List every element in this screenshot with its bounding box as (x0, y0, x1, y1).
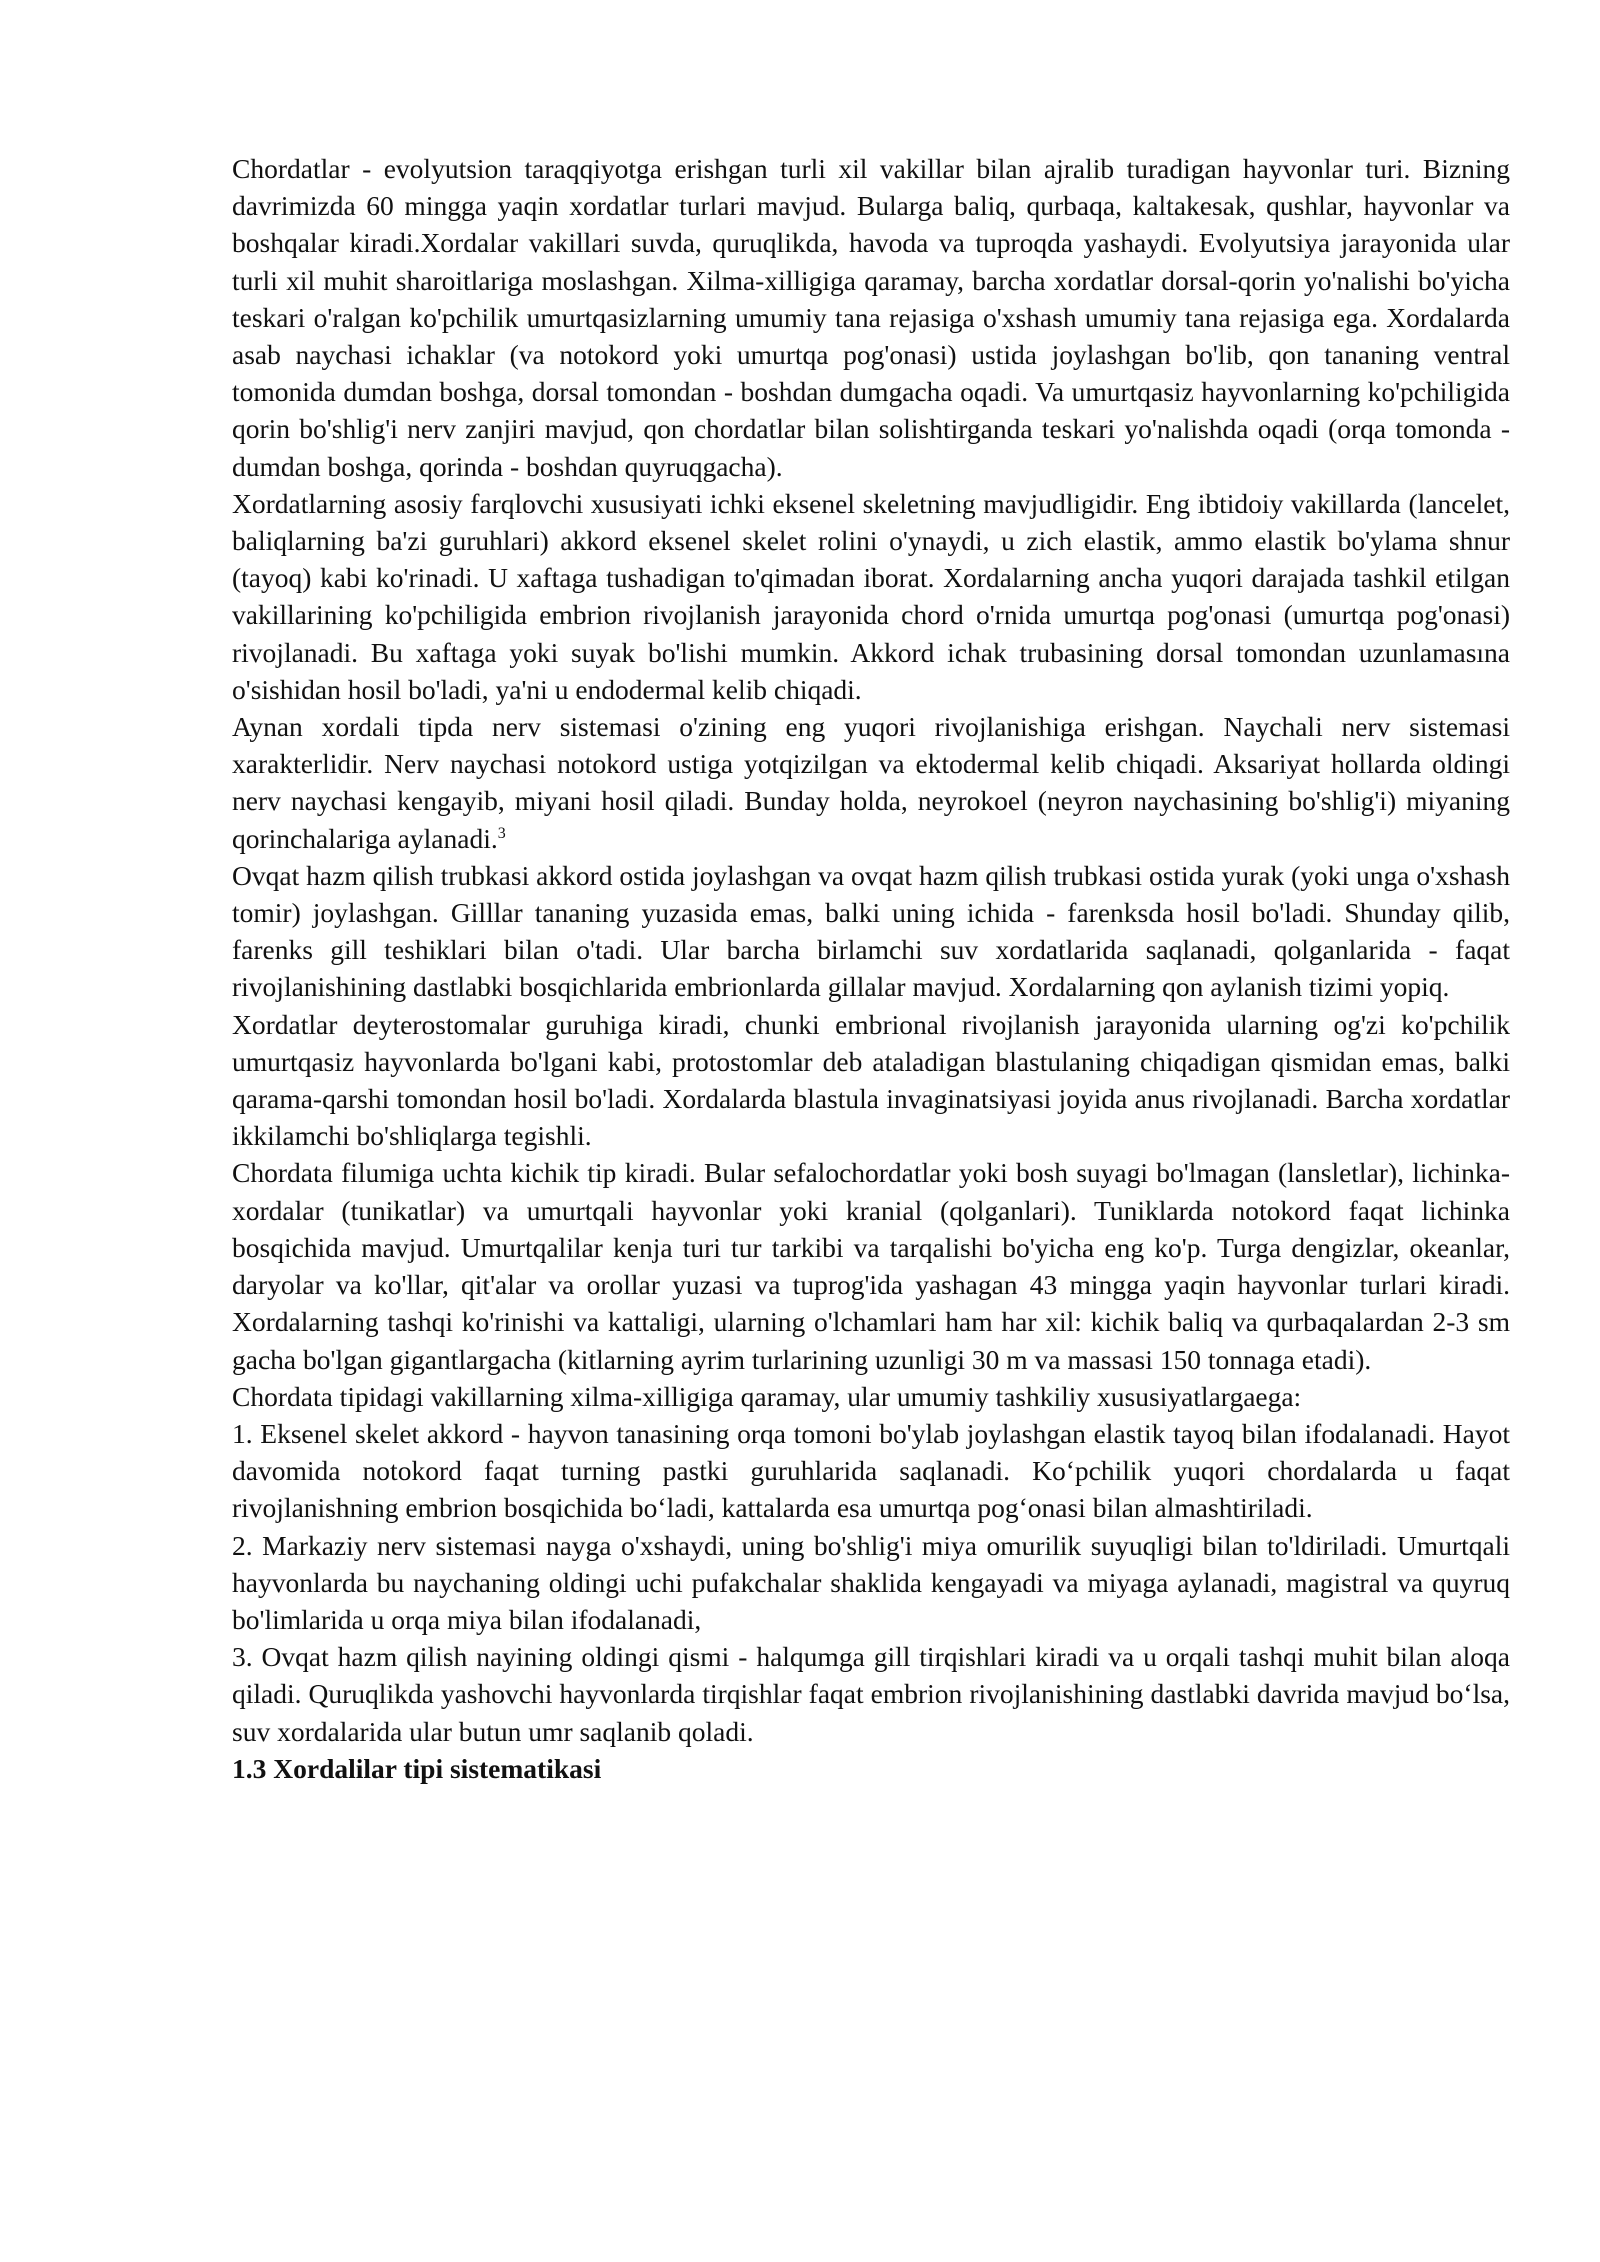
paragraph-nervous-system-text: Aynan xordali tipda nerv sistemasi o'zining eng yuqori rivojlanishiga erishgan. Naychali nerv sistemasi xarakterlidir. Nerv naychasi notokord ustiga yotqizilgan va ektodermal kelib chiqadi. Aksariyat hollarda oldingi nerv naychasi kengayib, miyani hosil qiladi. Bunday holda, neyrokoel (neyron naychasining bo'shlig'i) miyaning qorinchalariga aylanadi. (232, 711, 1510, 854)
list-item-3: 3. Ovqat hazm qilish nayining oldingi qismi - halqumga gill tirqishlari kiradi va u orqali tashqi muhit bilan aloqa qiladi. Quruqlikda yashovchi hayvonlarda tirqishlar faqat embrion rivojlanishining dastlabki davrida mavjud bo‘lsa, suv xordalarida ular butun umr saqlanib qoladi. (232, 1641, 1510, 1747)
footnote-mark[interactable]: 3 (497, 824, 506, 842)
list-item-1: 1. Eksenel skelet akkord - hayvon tanasining orqa tomoni bo'ylab joylashgan elastik tayoq bilan ifodalanadi. Hayot davomida notokord faqat turning pastki guruhlarida saqlanadi. Ko‘pchilik yuqori chordalarda u faqat rivojlanishning embrion bosqichida bo‘ladi, kattalarda esa umurtqa pog‘onasi bilan almashtiriladi. (232, 1417, 1510, 1524)
paragraph-axial-skeleton: Xordatlarning asosiy farqlovchi xususiyati ichki eksenel skeletning mavjudligidir. Eng ibtidoiy vakillarda (lancelet, baliqlarning ba'zi guruhlari) akkord eksenel skelet rolini o'ynaydi, u zich elastik, ammo elastik bo'ylama shnur (tayoq) kabi ko'rinadi. U xaftaga tushadigan to'qimadan iborat. Xordalarning ancha yuqori darajada tashkil etilgan vakillarining ko'pchiligida embrion rivojlanish jarayonida chord o'rnida umurtqa pog'onasi (umurtqa pog'onasi) rivojlanadi. Bu xaftaga yoki suyak bo'lishi mumkin. Akkord ichak trubasining dorsal tomondan uzunlamasına o'sishidan hosil bo'ladi, ya'ni u endodermal kelib chiqadi. (232, 487, 1510, 705)
paragraph-common-features: Chordata tipidagi vakillarning xilma-xilligiga qaramay, ular umumiy tashkiliy xususiyatlargaega: (232, 1380, 1302, 1412)
document-page (232, 150, 1510, 1787)
section-heading: 1.3 Xordalilar tipi sistematikasi (232, 1752, 602, 1784)
paragraph-nervous-system (232, 708, 1510, 857)
list-item-2: 2. Markaziy nerv sistemasi nayga o'xshaydi, uning bo'shlig'i miya omurilik suyuqligi bilan to'ldiriladi. Umurtqali hayvonlarda bu naychaning oldingi uchi pufakchalar shaklida kengayadi va miyaga aylanadi, magistral va quyruq bo'limlarida u orqa miya bilan ifodalanadi, (232, 1529, 1510, 1635)
paragraph-subphyla: Chordata filumiga uchta kichik tip kiradi. Bular sefalochordatlar yoki bosh suyagi bo'lmagan (lansletlar), lichinka-xordalar (tunikatlar) va umurtqali hayvonlar yoki kranial (qolganlari). Tuniklarda notokord faqat lichinka bosqichida mavjud. Umurtqalilar kenja turi tur tarkibi va tarqalishi bo'yicha eng ko'p. Turga dengizlar, okeanlar, daryolar va ko'llar, qit'alar va orollar yuzasi va tuprog'ida yashagan 43 mingga yaqin hayvonlar turlari kiradi. Xordalarning tashqi ko'rinishi va kattaligi, ularning o'lchamlari ham har xil: kichik baliq va qurbaqalardan 2-3 sm gacha bo'lgan gigantlargacha (kitlarning ayrim turlarining uzunligi 30 m va massasi 150 tonnaga etadi). (232, 1157, 1510, 1375)
paragraph-chordates-intro: Chordatlar - evolyutsion taraqqiyotga erishgan turli xil vakillar bilan ajralib turadigan hayvonlar turi. Bizning davrimizda 60 mingga yaqin xordatlar turlari mavjud. Bularga baliq, qurbaqa, kaltakesak, qushlar, hayvonlar va boshqalar kiradi.Xordalar vakillari suvda, quruqlikda, havoda va tuproqda yashaydi. Evolyutsiya jarayonida ular turli xil muhit sharoitlariga moslashgan. Xilma-xilligiga qaramay, barcha xordatlar dorsal-qorin yo'nalishi bo'yicha teskari o'ralgan ko'pchilik umurtqasizlarning umumiy tana rejasiga o'xshash umumiy tana rejasiga ega. Xordalarda asab naychasi ichaklar (va notokord yoki umurtqa pog'onasi) ustida joylashgan bo'lib, qon tananing ventral tomonida dumdan boshga, dorsal tomondan - boshdan dumgacha oqadi. Va umurtqasiz hayvonlarning ko'pchiligida qorin bo'shlig'i nerv zanjiri mavjud, qon chordatlar bilan solishtirganda teskari yo'nalishda oqadi (orqa tomonda - dumdan boshga, qorinda - boshdan quyruqgacha). (232, 153, 1510, 482)
paragraph-digestive-tube: Ovqat hazm qilish trubkasi akkord ostida joylashgan va ovqat hazm qilish trubkasi ostida yurak (yoki unga o'xshash tomir) joylashgan. Gilllar tananing yuzasida emas, balki uning ichida - farenksda hosil bo'ladi. Shunday qilib, farenks gill teshiklari bilan o'tadi. Ular barcha birlamchi suv xordatlarida saqlanadi, qolganlarida - faqat rivojlanishining dastlabki bosqichlarida embrionlarda gillalar mavjud. Xordalarning qon aylanish tizimi yopiq. (232, 859, 1510, 1003)
paragraph-deuterostomes: Xordatlar deyterostomalar guruhiga kiradi, chunki embrional rivojlanish jarayonida ularning og'zi ko'pchilik umurtqasiz hayvonlarda bo'lgani kabi, protostomlar deb ataladigan blastulaning chiqadigan qismidan emas, balki qarama-qarshi tomondan hosil bo'ladi. Xordalarda blastula invaginatsiyasi joyida anus rivojlanadi. Barcha xordatlar ikkilamchi bo'shliqlarga tegishli. (232, 1008, 1510, 1152)
